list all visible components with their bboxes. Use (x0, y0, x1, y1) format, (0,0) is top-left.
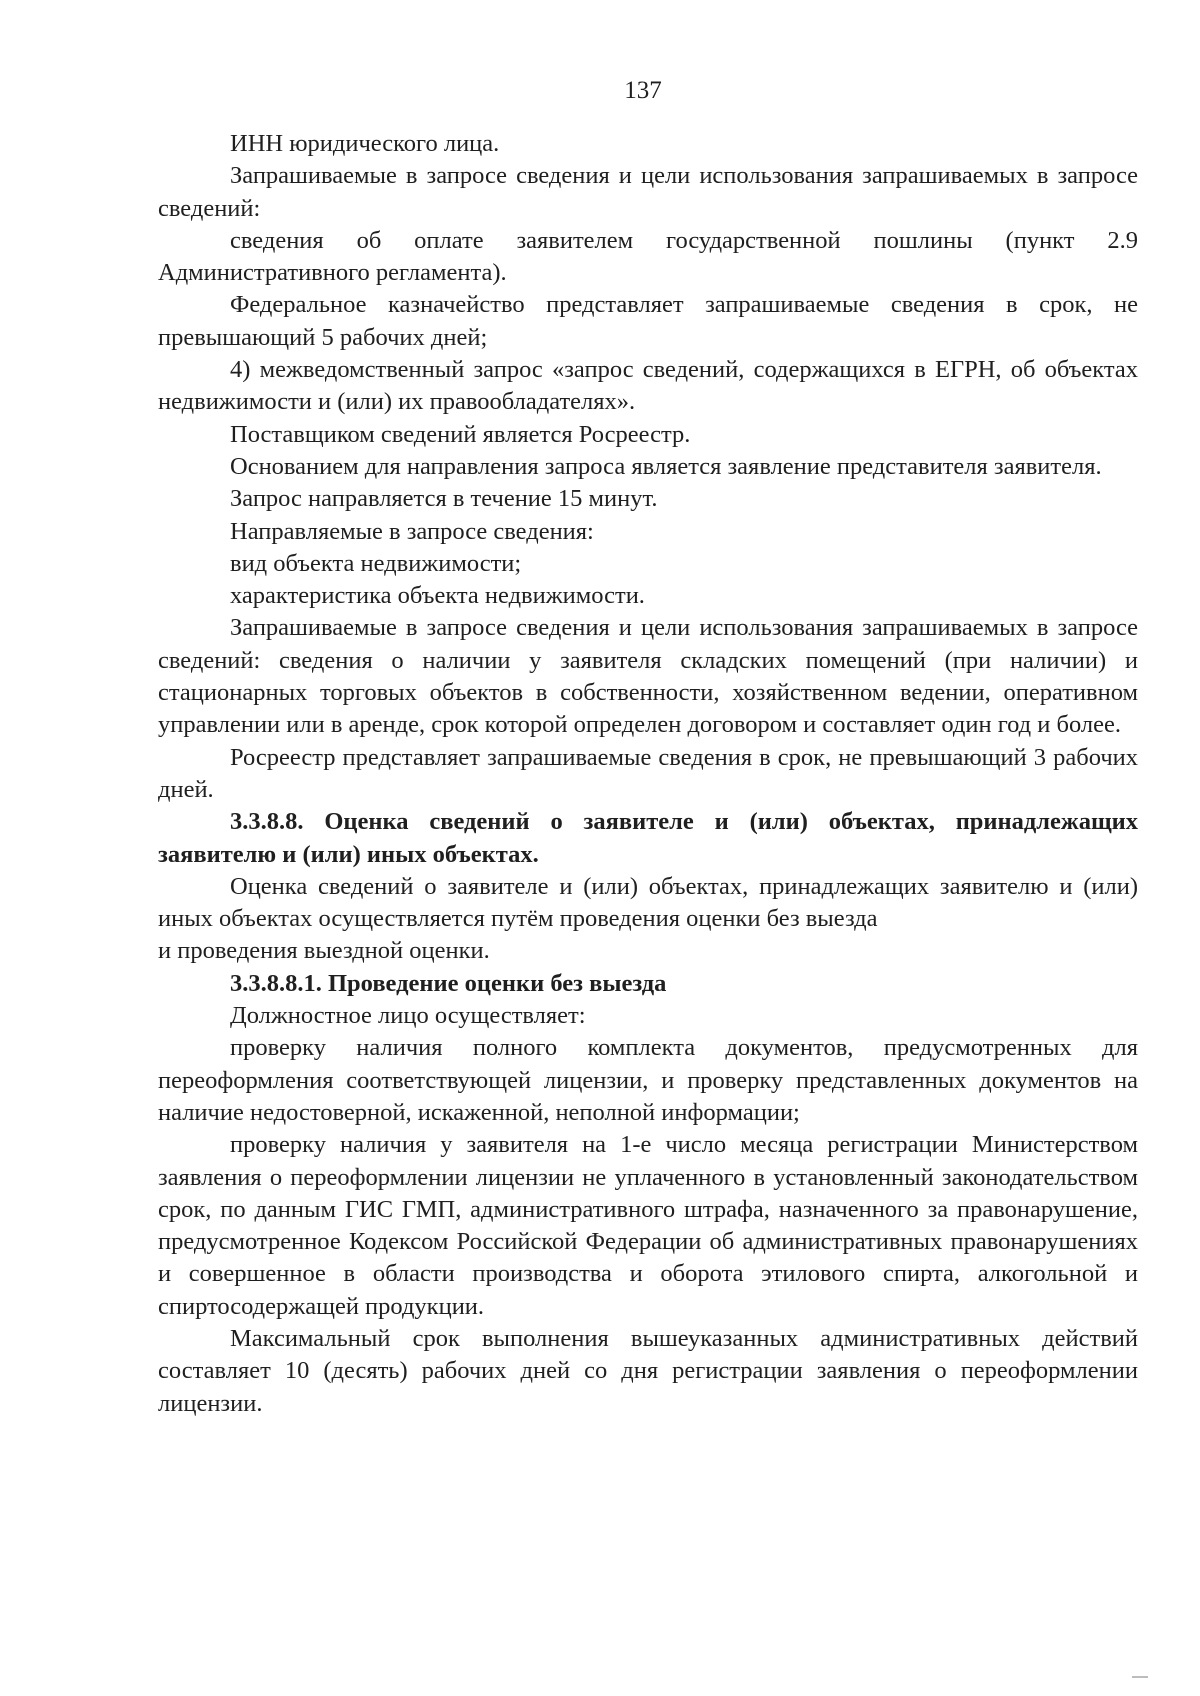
paragraph-inn: ИНН юридического лица. (230, 130, 500, 157)
paragraph-request-basis: Основанием для направления запроса является заявление представителя заявителя. (230, 452, 1102, 480)
page-number: 137 (624, 77, 662, 104)
paragraph-fine-check: проверку наличия у заявителя на 1-е число месяца регистрации Министерством заявления о переоформлении лицензии не уплаченного в установленный законодательством срок, по данным ГИС ГМП, административного штрафа, назначенного за правонарушение, предусмотренное Кодексом Российской Федерации об административных правонарушениях и совершенное в области производства и оборота этилового спирта, алкогольной и спиртосодержащей продукции. (158, 1131, 1138, 1320)
paragraph-property-type: вид объекта недвижимости; (230, 549, 522, 577)
paragraph-sent-info: Направляемые в запросе сведения: (230, 517, 594, 545)
paragraph-warehouse-info: Запрашиваемые в запросе сведения и цели использования запрашиваемых в запросе сведений: сведения о наличии у заявителя складских помещений (при наличии) и стационарных торговых объектов в собственности, хозяйственном ведении, оперативном управлении или в аренде, срок которой определен договором и составляет один год и более. (158, 614, 1138, 739)
paragraph-max-duration: Максимальный срок выполнения вышеуказанных административных действий составляет 10 (десять) рабочих дней со дня регистрации заявления о переоформлении лицензии. (158, 1324, 1138, 1417)
paragraph-supplier-rosreestr: Поставщиком сведений является Росреестр. (230, 420, 691, 448)
paragraph-state-duty-info: сведения об оплате заявителем государственной пошлины (пункт 2.9 Административного регламента). (158, 226, 1138, 287)
paragraph-rosreestr-deadline: Росреестр представляет запрашиваемые сведения в срок, не превышающий 3 рабочих дней. (158, 743, 1138, 803)
paragraph-requested-info-purpose: Запрашиваемые в запросе сведения и цели использования запрашиваемых в запросе сведений: (158, 162, 1138, 222)
section-heading-3-3-8-8: 3.3.8.8. Оценка сведений о заявителе и (или) объектах, принадлежащих заявителю и (или) иных объектах. (158, 808, 1138, 868)
section-heading-3-3-8-8-1: 3.3.8.8.1. Проведение оценки без выезда (230, 969, 667, 997)
paragraph-assessment-methods: Оценка сведений о заявителе и (или) объектах, принадлежащих заявителю и (или) иных объектах осуществляется путём проведения оценки без выезда (158, 872, 1138, 933)
paragraph-treasury-deadline: Федеральное казначейство представляет запрашиваемые сведения в срок, не превышающий 5 рабочих дней; (158, 291, 1138, 351)
paragraph-interagency-request-egrn: 4) межведомственный запрос «запрос сведений, содержащихся в ЕГРН, об объектах недвижимости и (или) их правообладателях». (158, 356, 1138, 416)
paragraph-onsite-assessment: и проведения выездной оценки. (158, 937, 490, 965)
document-body (158, 128, 1138, 1420)
paragraph-official-performs: Должностное лицо осуществляет: (230, 1002, 586, 1030)
paragraph-property-characteristics: характеристика объекта недвижимости. (230, 582, 645, 610)
scan-artifact-mark (1132, 1676, 1148, 1678)
paragraph-document-check: проверку наличия полного комплекта документов, предусмотренных для переоформления соответствующей лицензии, и проверку представленных документов на наличие недостоверной, искаженной, неполной информации; (158, 1034, 1138, 1126)
paragraph-request-timing: Запрос направляется в течение 15 минут. (230, 485, 658, 513)
